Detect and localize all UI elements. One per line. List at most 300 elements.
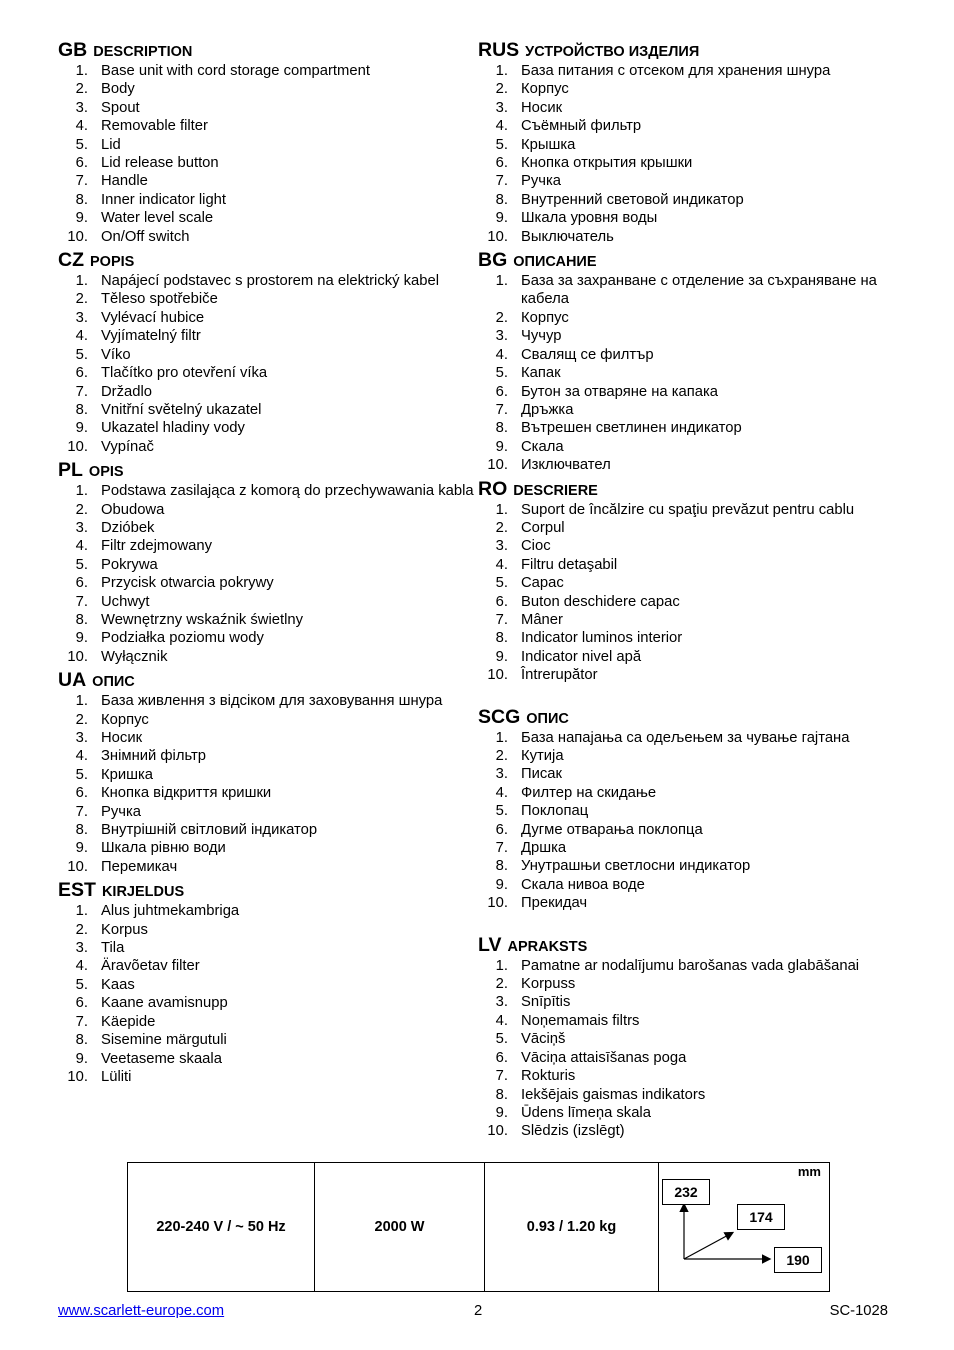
item-number: 1.: [495, 957, 508, 974]
section-title: ОПИС: [92, 674, 135, 691]
footer: [58, 1303, 888, 1323]
list-item: [478, 666, 898, 684]
item-number: 4.: [75, 958, 88, 975]
item-number: 7.: [75, 593, 88, 610]
language-code: LV: [478, 933, 502, 956]
item-number: 3.: [495, 538, 508, 555]
item-text: Veetaseme skaala: [101, 1050, 222, 1067]
section-title: OPIS: [88, 464, 124, 481]
parts-list: [478, 501, 898, 685]
item-text: Ручка: [521, 173, 562, 190]
list-item: [58, 648, 478, 666]
language-code: PL: [58, 459, 83, 482]
list-item: [478, 1012, 898, 1030]
item-number: 4.: [495, 346, 508, 363]
item-text: Kaane avamisnupp: [101, 995, 228, 1012]
list-item: [58, 537, 478, 555]
item-number: 7.: [495, 611, 508, 628]
item-text: Tila: [101, 940, 125, 957]
item-number: 1.: [75, 63, 88, 79]
item-number: 6.: [495, 1049, 508, 1066]
section-spacer: [478, 685, 898, 703]
list-item: [478, 309, 898, 327]
list-item: [478, 857, 898, 875]
item-number: 2.: [495, 81, 508, 98]
list-item: [58, 290, 478, 308]
item-number: 5.: [495, 575, 508, 592]
list-item: [58, 383, 478, 401]
page-number: 2: [474, 1303, 483, 1319]
item-number: 10.: [487, 667, 508, 684]
item-number: 9.: [495, 210, 508, 227]
item-text: Скала нивоа воде: [521, 876, 645, 893]
item-text: Ukazatel hladiny vody: [101, 420, 245, 437]
item-number: 8.: [75, 1032, 88, 1049]
list-item: [58, 327, 478, 345]
item-text: Wewnętrzny wskaźnik świetlny: [101, 611, 304, 628]
item-number: 8.: [75, 191, 88, 208]
item-text: Кнопка открытия крышки: [521, 155, 693, 172]
list-item: [478, 172, 898, 190]
list-item: [58, 1050, 478, 1068]
language-code: GB: [58, 39, 88, 61]
item-text: Indicator nivel apă: [521, 648, 642, 665]
language-code: EST: [58, 879, 96, 902]
list-item: [478, 629, 898, 647]
section-bg: [478, 248, 898, 474]
item-text: Filtru detaşabil: [521, 556, 618, 573]
language-code: SCG: [478, 705, 521, 728]
item-number: 9.: [75, 420, 88, 437]
list-item: [478, 364, 898, 382]
list-item: [58, 191, 478, 209]
list-item: [58, 1068, 478, 1086]
weight-value: 0.93 / 1.20 kg: [526, 1219, 617, 1235]
item-text: Víko: [101, 346, 131, 363]
item-number: 9.: [75, 630, 88, 647]
item-number: 1.: [75, 483, 88, 500]
item-number: 8.: [75, 611, 88, 628]
item-number: 4.: [495, 784, 508, 801]
list-item: [58, 556, 478, 574]
list-item: [58, 957, 478, 975]
item-text: Capac: [521, 575, 564, 592]
item-text: Шкала рівню води: [101, 840, 226, 857]
item-text: Ручка: [101, 803, 142, 820]
list-item: [58, 99, 478, 117]
list-item: [478, 611, 898, 629]
item-number: 2.: [495, 309, 508, 326]
item-text: Napájecí podstavec s prostorem na elektrický kabel: [101, 273, 440, 290]
item-text: On/Off switch: [101, 228, 190, 245]
list-item: [478, 501, 898, 519]
item-text: Inner indicator light: [101, 191, 227, 208]
item-text: Кришка: [101, 766, 154, 783]
list-item: [58, 711, 478, 729]
item-text: Pokrywa: [101, 556, 158, 573]
item-text: Корпус: [101, 711, 149, 728]
item-number: 3.: [75, 99, 88, 116]
item-number: 4.: [75, 748, 88, 765]
item-text: Alus juhtmekambriga: [101, 903, 240, 920]
item-number: 2.: [495, 519, 508, 536]
item-text: Sisemine märgutuli: [101, 1032, 227, 1049]
list-item: [478, 62, 898, 80]
item-number: 6.: [75, 995, 88, 1012]
list-item: [478, 346, 898, 364]
list-item: [478, 821, 898, 839]
list-item: [478, 765, 898, 783]
item-text: Tlačítko pro otevření víka: [101, 365, 268, 382]
list-item: [478, 99, 898, 117]
item-number: 3.: [495, 994, 508, 1011]
item-number: 6.: [75, 575, 88, 592]
language-code: CZ: [58, 249, 84, 272]
parts-list: [58, 62, 478, 246]
item-number: 7.: [495, 173, 508, 190]
item-text: Removable filter: [101, 118, 208, 135]
depth-value: 174: [749, 1209, 773, 1225]
item-text: Noņemamais filtrs: [521, 1012, 640, 1029]
item-number: 6.: [495, 383, 508, 400]
power-value: 2000 W: [374, 1219, 425, 1235]
section-heading: [478, 933, 898, 957]
item-text: Носик: [101, 730, 143, 746]
list-item: [58, 401, 478, 419]
list-item: [478, 419, 898, 437]
item-text: Iekšējais gaismas indikators: [521, 1086, 706, 1103]
item-number: 4.: [75, 538, 88, 555]
section-title: KIRJELDUS: [101, 884, 185, 901]
list-item: [58, 747, 478, 765]
list-item: [478, 1030, 898, 1048]
list-item: [478, 1122, 898, 1140]
item-text: Vāciņa attaisīšanas poga: [521, 1049, 687, 1066]
item-number: 6.: [75, 155, 88, 172]
item-text: Handle: [101, 173, 148, 190]
item-text: Suport de încălzire cu spaţiu prevăzut pentru cablu: [521, 501, 855, 518]
item-number: 10.: [487, 895, 508, 912]
item-number: 5.: [75, 136, 88, 153]
list-item: [58, 784, 478, 802]
list-item: [58, 309, 478, 327]
item-number: 5.: [75, 976, 88, 993]
item-text: Чучур: [521, 328, 562, 345]
list-item: [58, 629, 478, 647]
section-cz: [58, 248, 478, 456]
item-text: Бутон за отваряне на капака: [521, 383, 719, 400]
item-number: 8.: [75, 401, 88, 418]
list-item: [478, 136, 898, 154]
item-text: Corpul: [521, 519, 565, 536]
item-text: Water level scale: [101, 210, 214, 227]
item-number: 10.: [487, 1123, 508, 1140]
item-text: База питания с отсеком для хранения шнура: [521, 63, 831, 79]
item-text: Lid: [101, 136, 121, 153]
section-heading: [478, 248, 898, 272]
list-item: [478, 574, 898, 592]
section-spacer: [478, 913, 898, 931]
list-item: [478, 438, 898, 456]
parts-list: [478, 272, 898, 474]
list-item: [58, 482, 478, 500]
list-item: [478, 456, 898, 474]
voltage-value: 220-240 V / ~ 50 Hz: [156, 1219, 286, 1235]
list-item: [58, 574, 478, 592]
list-item: [58, 692, 478, 710]
item-number: 9.: [75, 210, 88, 227]
item-number: 9.: [495, 1104, 508, 1121]
item-number: 1.: [75, 273, 88, 290]
item-text: База за захранване с отделение за съхраняване на кабела: [521, 273, 877, 308]
item-number: 2.: [75, 711, 88, 728]
list-item: [58, 228, 478, 246]
item-text: Korpuss: [521, 976, 576, 993]
item-text: Выключатель: [521, 228, 614, 245]
list-item: [58, 921, 478, 939]
list-item: [58, 364, 478, 382]
language-code: RUS: [478, 39, 520, 61]
item-text: Przycisk otwarcia pokrywy: [101, 575, 274, 592]
item-number: 7.: [495, 401, 508, 418]
section-lv: [478, 933, 898, 1141]
list-item: [58, 80, 478, 98]
section-title: APRAKSTS: [507, 938, 588, 955]
item-number: 4.: [75, 328, 88, 345]
item-number: 1.: [75, 693, 88, 710]
height-box: [662, 1179, 710, 1205]
list-item: [478, 327, 898, 345]
item-text: Корпус: [521, 81, 569, 98]
item-number: 9.: [495, 648, 508, 665]
section-heading: [58, 458, 478, 482]
item-text: Spout: [101, 99, 140, 116]
language-code: BG: [478, 249, 508, 272]
item-text: Těleso spotřebiče: [101, 291, 218, 308]
list-item: [58, 136, 478, 154]
item-text: Дршка: [521, 840, 567, 857]
item-text: Шкала уровня воды: [521, 210, 658, 227]
list-item: [58, 1013, 478, 1031]
list-item: [58, 62, 478, 80]
item-number: 6.: [495, 821, 508, 838]
item-number: 5.: [495, 803, 508, 820]
item-text: Кнопка відкриття кришки: [101, 785, 272, 802]
item-number: 7.: [75, 383, 88, 400]
power-cell: [315, 1163, 485, 1291]
item-number: 8.: [75, 822, 88, 839]
list-item: [478, 80, 898, 98]
item-number: 2.: [495, 748, 508, 764]
item-text: Внутрішній світловий індикатор: [101, 822, 318, 839]
item-text: База живлення з відсіком для заховування шнура: [101, 693, 443, 710]
item-text: Dzióbek: [101, 519, 155, 536]
item-number: 3.: [495, 328, 508, 345]
depth-box: [737, 1204, 785, 1230]
item-text: Знімний фільтр: [101, 748, 207, 765]
list-item: [478, 117, 898, 135]
list-item: [478, 975, 898, 993]
item-text: Филтер на скидање: [521, 784, 657, 801]
item-number: 1.: [495, 501, 508, 518]
item-number: 8.: [495, 1086, 508, 1103]
list-item: [58, 593, 478, 611]
item-text: Obudowa: [101, 501, 165, 518]
list-item: [478, 154, 898, 172]
list-item: [478, 1104, 898, 1122]
list-item: [58, 209, 478, 227]
item-text: Buton deschidere capac: [521, 593, 680, 610]
item-number: 1.: [495, 273, 508, 290]
item-number: 3.: [75, 519, 88, 536]
item-number: 10.: [67, 438, 88, 455]
item-number: 9.: [495, 876, 508, 893]
item-number: 8.: [495, 630, 508, 647]
item-number: 7.: [75, 173, 88, 190]
section-title: POPIS: [90, 254, 135, 271]
specifications-table: [127, 1162, 830, 1292]
item-number: 4.: [495, 1012, 508, 1029]
item-text: База напајања са одељењем за чување гајтана: [521, 729, 850, 746]
item-text: Дугме отварања поклопца: [521, 821, 703, 838]
item-number: 10.: [67, 858, 88, 875]
width-value: 190: [786, 1252, 810, 1268]
height-value: 232: [674, 1184, 698, 1200]
item-number: 6.: [75, 365, 88, 382]
list-item: [58, 902, 478, 920]
item-number: 7.: [495, 1068, 508, 1085]
list-item: [58, 154, 478, 172]
item-number: 2.: [75, 921, 88, 938]
list-item: [58, 858, 478, 876]
item-number: 8.: [495, 858, 508, 875]
list-item: [478, 383, 898, 401]
list-item: [478, 839, 898, 857]
list-item: [58, 272, 478, 290]
item-number: 2.: [75, 291, 88, 308]
item-text: Ūdens līmeņa skala: [521, 1104, 651, 1121]
item-text: Съёмный фильтр: [521, 118, 642, 135]
item-number: 3.: [75, 309, 88, 326]
list-item: [58, 172, 478, 190]
list-item: [478, 556, 898, 574]
item-number: 5.: [495, 136, 508, 153]
item-text: Wyłącznik: [101, 648, 168, 665]
item-number: 5.: [495, 1031, 508, 1048]
website-link[interactable]: www.scarlett-europe.com: [58, 1303, 225, 1319]
item-number: 8.: [495, 191, 508, 208]
section-heading: [478, 38, 898, 62]
item-text: Întrerupător: [521, 667, 598, 684]
left-column: [58, 36, 478, 1086]
list-item: [478, 876, 898, 894]
item-text: Прекидач: [521, 895, 588, 912]
item-text: Snīpītis: [521, 994, 571, 1011]
item-text: Поклопац: [521, 803, 589, 820]
item-number: 2.: [75, 501, 88, 518]
list-item: [58, 501, 478, 519]
item-number: 6.: [495, 155, 508, 172]
item-text: Vylévací hubice: [101, 309, 205, 326]
right-column: [478, 36, 898, 1141]
item-text: Изключвател: [521, 457, 611, 474]
item-text: Носик: [521, 99, 563, 116]
item-number: 8.: [495, 420, 508, 437]
item-number: 1.: [495, 729, 508, 746]
item-text: Кутија: [521, 748, 564, 764]
item-text: Pamatne ar nodalījumu barošanas vada glabāšanai: [521, 957, 860, 974]
item-text: Капак: [521, 365, 561, 382]
section-est: [58, 878, 478, 1086]
voltage-cell: [128, 1163, 315, 1291]
list-item: [478, 1067, 898, 1085]
list-item: [58, 1031, 478, 1049]
list-item: [478, 209, 898, 227]
item-text: Крышка: [521, 136, 576, 153]
item-text: Držadlo: [101, 383, 152, 400]
item-number: 9.: [75, 1050, 88, 1067]
item-text: Lüliti: [101, 1068, 132, 1085]
list-item: [478, 747, 898, 765]
dimensions-cell: [659, 1163, 829, 1291]
item-number: 4.: [75, 118, 88, 135]
parts-list: [478, 957, 898, 1141]
item-number: 5.: [75, 766, 88, 783]
item-text: Kaas: [101, 976, 135, 993]
item-number: 4.: [495, 118, 508, 135]
section-heading: [58, 38, 478, 62]
section-gb: [58, 38, 478, 246]
item-number: 1.: [75, 903, 88, 920]
list-item: [478, 1049, 898, 1067]
item-text: Vyjímatelný filtr: [101, 328, 201, 345]
section-title: DESCRIERE: [513, 482, 598, 499]
item-text: Filtr zdejmowany: [101, 538, 213, 555]
item-number: 7.: [495, 840, 508, 857]
section-pl: [58, 458, 478, 666]
section-heading: [478, 477, 898, 501]
list-item: [478, 519, 898, 537]
item-number: 4.: [495, 556, 508, 573]
item-number: 7.: [75, 803, 88, 820]
item-number: 5.: [75, 556, 88, 573]
item-text: Käepide: [101, 1013, 156, 1030]
list-item: [58, 729, 478, 747]
item-text: Vāciņš: [521, 1031, 566, 1048]
item-number: 10.: [487, 228, 508, 245]
section-title: ОПИСАНИЕ: [513, 254, 597, 271]
section-title: DESCRIPTION: [93, 44, 193, 60]
language-code: UA: [58, 669, 87, 692]
list-item: [478, 993, 898, 1011]
item-number: 2.: [495, 976, 508, 993]
model-number: SC-1028: [829, 1303, 888, 1319]
list-item: [58, 803, 478, 821]
item-text: Indicator luminos interior: [521, 630, 683, 647]
list-item: [58, 939, 478, 957]
item-number: 6.: [495, 593, 508, 610]
item-number: 3.: [75, 730, 88, 746]
item-text: Внутренний световой индикатор: [521, 191, 744, 208]
item-text: Korpus: [101, 921, 148, 938]
item-text: Дръжка: [521, 401, 574, 418]
item-text: Lid release button: [101, 155, 219, 172]
section-title: УСТРОЙСТВО ИЗДЕЛИЯ: [525, 44, 700, 60]
list-item: [478, 894, 898, 912]
list-item: [478, 537, 898, 555]
list-item: [58, 839, 478, 857]
item-text: Podziałka poziomu wody: [101, 630, 264, 647]
